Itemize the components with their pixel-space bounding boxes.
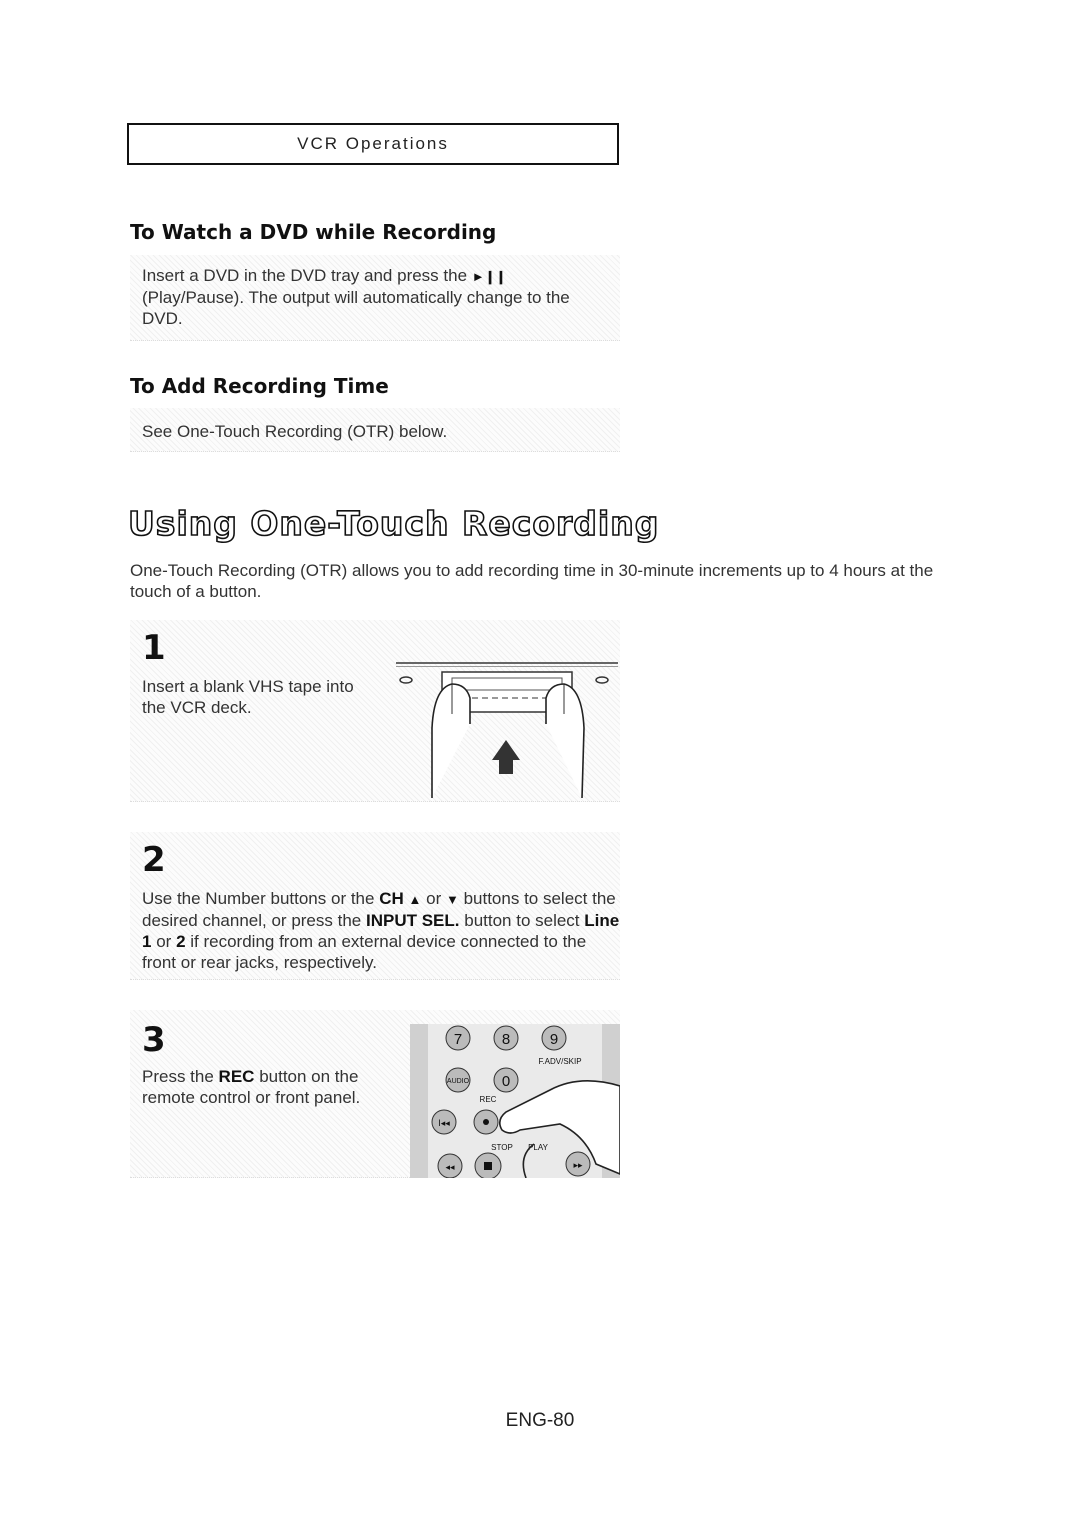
remote-label-play: PLAY xyxy=(528,1143,548,1152)
step-1-text: Insert a blank VHS tape into the VCR deck. xyxy=(142,677,354,717)
step-2-or-2: or xyxy=(156,932,172,951)
otr-title: Using One-Touch Recording xyxy=(128,504,660,543)
input-sel-label: INPUT SEL. xyxy=(365,911,460,930)
remote-label-stop: STOP xyxy=(491,1143,513,1152)
ch-label: CH xyxy=(379,889,404,908)
remote-key-7: 7 xyxy=(453,1031,463,1048)
step-3-number: 3 xyxy=(142,1020,166,1060)
step-2-text-part-2: buttons to select the desired channel, or press the xyxy=(142,889,616,930)
remote-key-9: 9 xyxy=(549,1031,559,1048)
vcr-insert-illustration xyxy=(392,648,620,802)
remote-label-fadv: F.ADV/SKIP xyxy=(538,1057,582,1066)
section-header-box xyxy=(127,123,619,165)
step-3-text xyxy=(142,1066,377,1108)
watch-dvd-text-1: Insert a DVD in the DVD tray and press the xyxy=(142,266,468,285)
step-2-text-part-1: Use the Number buttons or the xyxy=(142,889,375,908)
add-time-box xyxy=(130,408,620,452)
otr-intro: One-Touch Recording (OTR) allows you to add recording time in 30-minute increments up to 4 hours at the touch of a button. xyxy=(130,561,934,601)
step-2-or: or xyxy=(426,889,442,908)
section-header-title: VCR Operations xyxy=(297,134,449,153)
line-2-label: 2 xyxy=(176,932,186,951)
step-2-text-part-3: button to select xyxy=(464,911,580,930)
add-time-heading: To Add Recording Time xyxy=(130,374,389,398)
svg-text:▸▸: ▸▸ xyxy=(573,1160,583,1170)
step-2-box xyxy=(130,832,620,980)
page-number: ENG-80 xyxy=(505,1410,575,1431)
remote-key-8: 8 xyxy=(501,1031,511,1048)
step-3-box xyxy=(130,1010,620,1178)
ch-down-icon: ▼ xyxy=(445,892,459,907)
step-1-number: 1 xyxy=(142,628,166,668)
step-2-number: 2 xyxy=(142,840,166,880)
line-1-label: Line 1 xyxy=(142,911,620,951)
step-2-text-part-4: if recording from an external device connected to the front or rear jacks, respectively. xyxy=(142,932,587,972)
watch-dvd-box xyxy=(130,255,620,341)
remote-label-rec: REC xyxy=(479,1095,497,1104)
remote-key-audio: AUDIO xyxy=(446,1078,470,1085)
svg-text:◂◂: ◂◂ xyxy=(445,1162,455,1172)
add-time-text: See One-Touch Recording (OTR) below. xyxy=(142,422,448,441)
play-pause-icon: ►❙❙ xyxy=(471,269,507,284)
step-2-text xyxy=(142,888,620,973)
step-3-text-part-1: Press the xyxy=(142,1067,214,1086)
step-3-text-part-2: button on the remote control or front panel. xyxy=(142,1067,361,1107)
watch-dvd-heading: To Watch a DVD while Recording xyxy=(130,220,497,244)
ch-up-icon: ▲ xyxy=(408,892,422,907)
rec-label: REC xyxy=(218,1067,255,1086)
step-1-box xyxy=(130,620,620,802)
svg-text:I◂◂: I◂◂ xyxy=(438,1118,450,1128)
remote-rec-illustration xyxy=(410,1024,620,1178)
remote-key-0: 0 xyxy=(501,1073,511,1090)
watch-dvd-text-2: (Play/Pause). The output will automatically change to the DVD. xyxy=(142,288,570,328)
